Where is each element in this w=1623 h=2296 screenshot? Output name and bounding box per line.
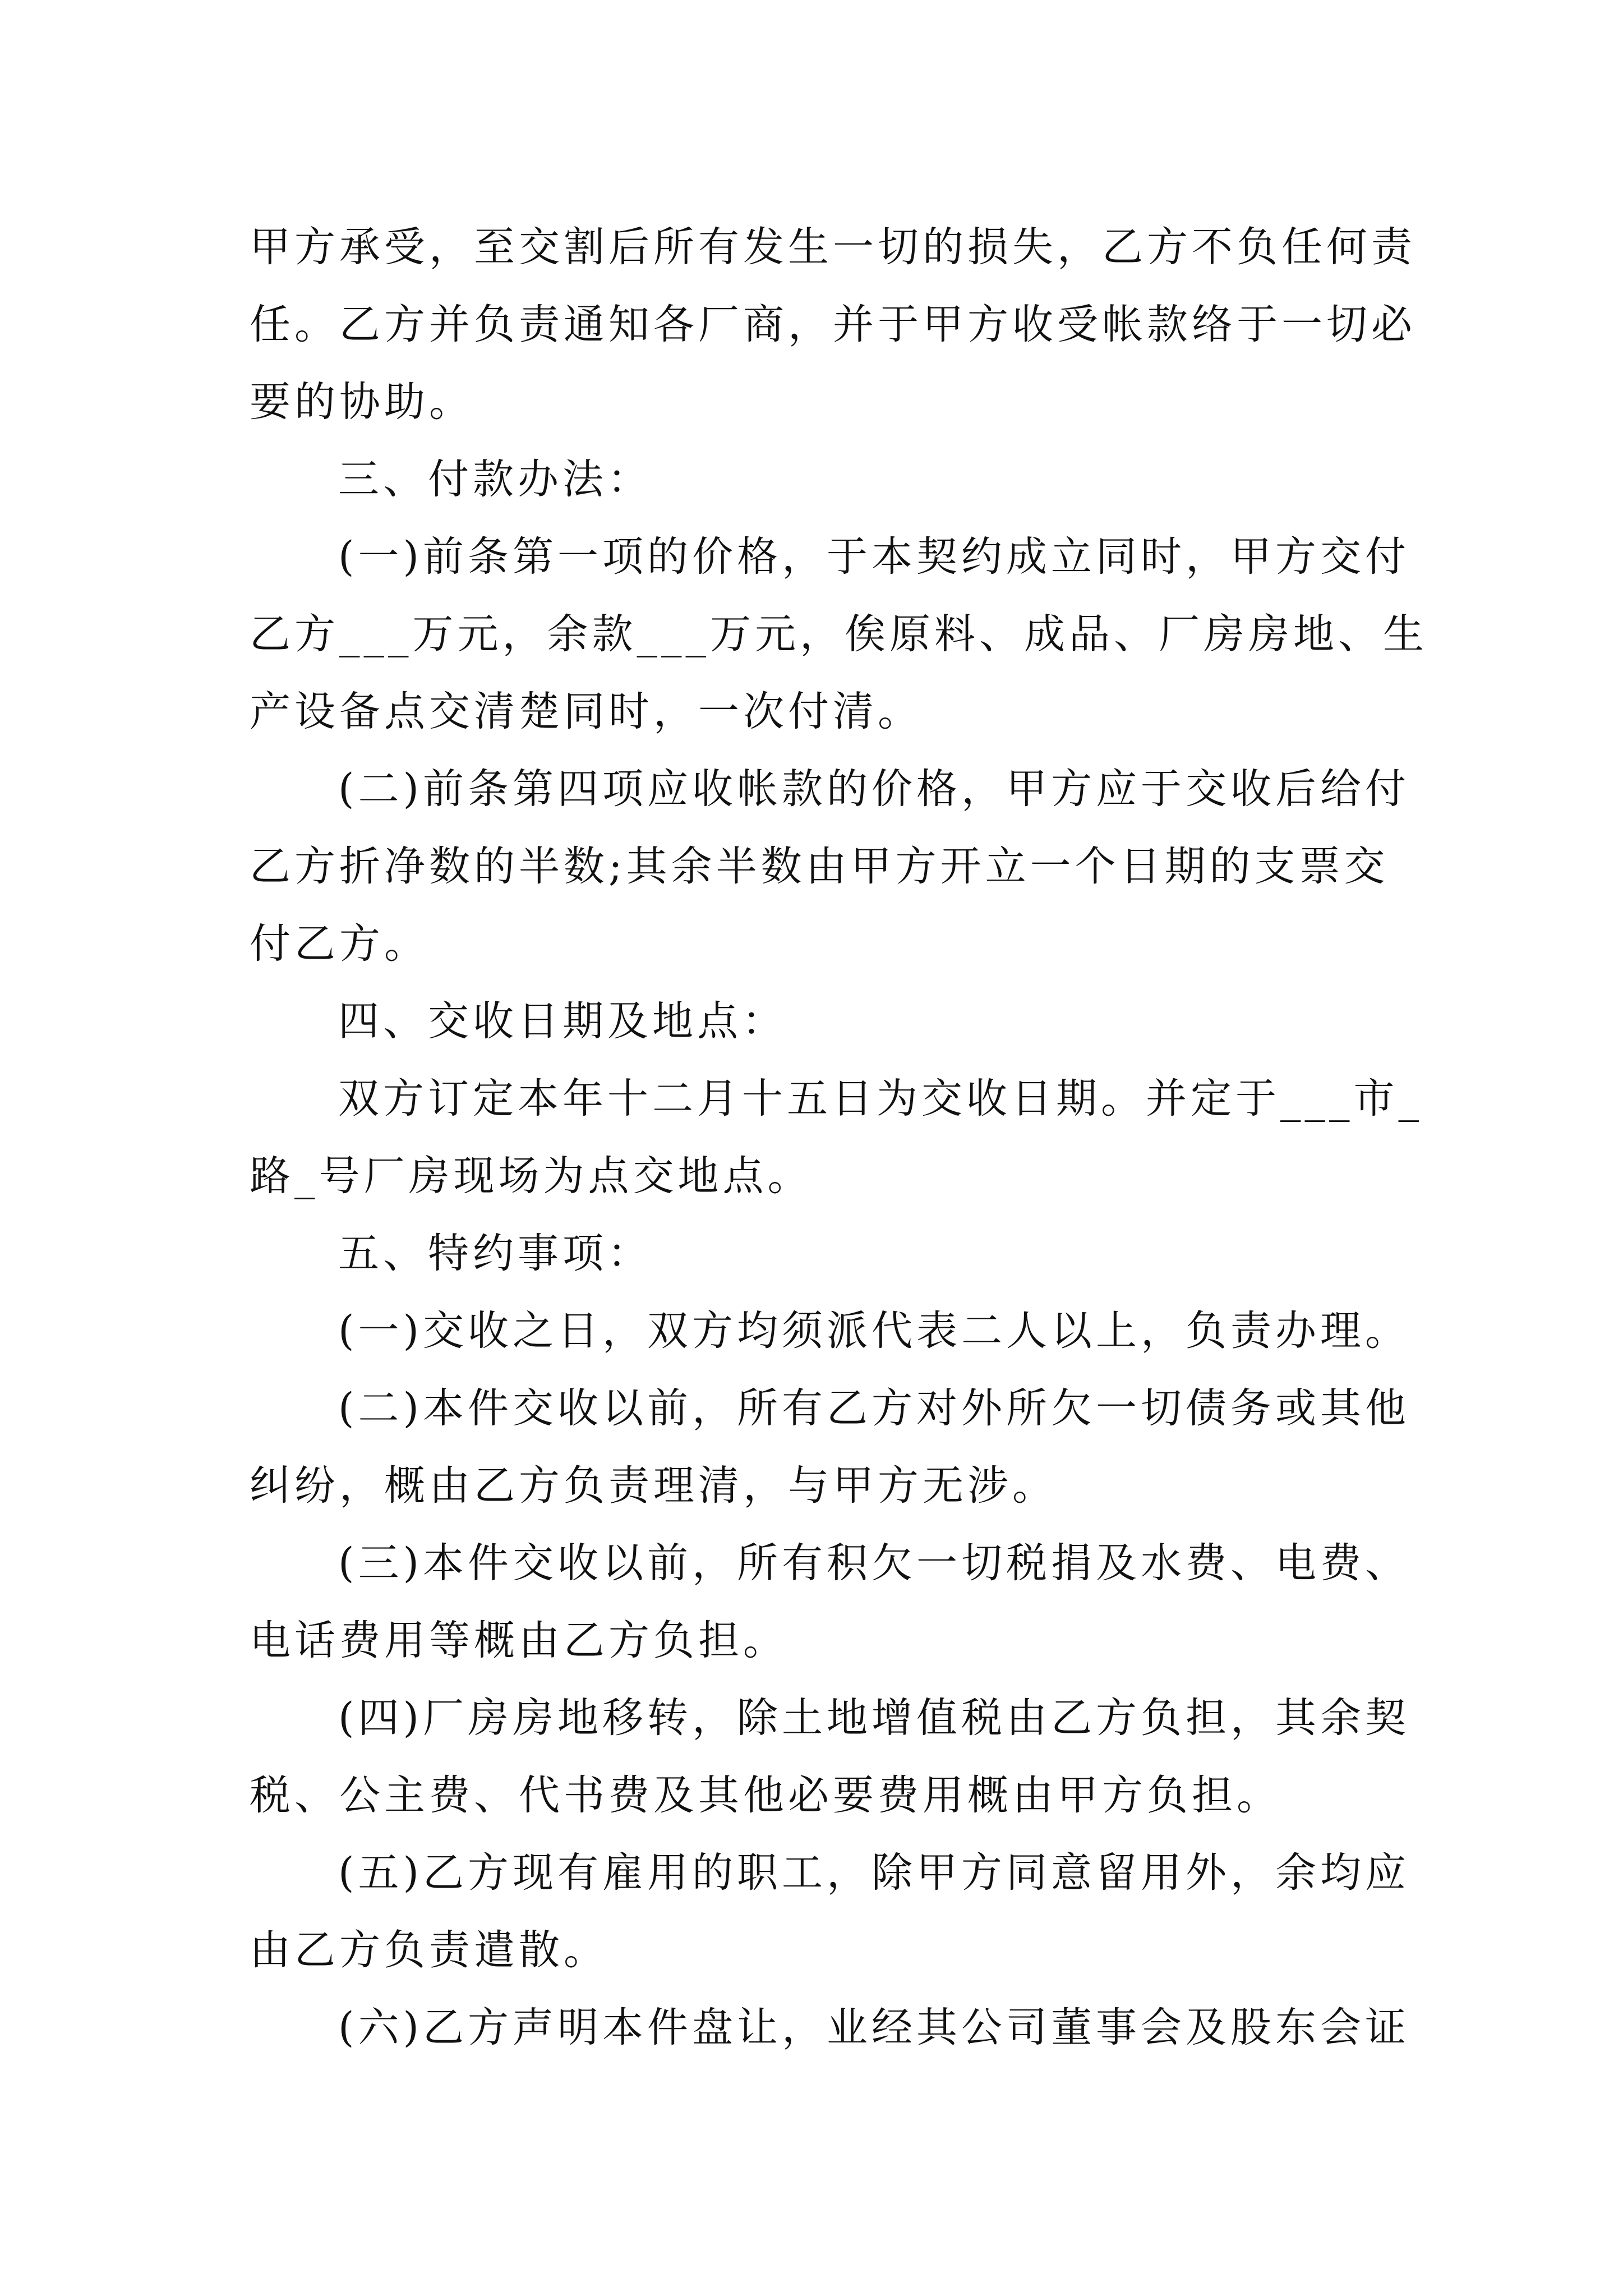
text-line-16: (二)本件交收以前，所有乙方对外所欠一切债务或其他 (338, 1384, 1410, 1432)
section-heading-payment: 三、付款办法： (338, 455, 652, 503)
text-line-8: (二)前条第四项应收帐款的价格，甲方应于交收后给付 (338, 765, 1410, 813)
text-line-5: (一)前条第一项的价格，于本契约成立同时，甲方交付 (338, 533, 1410, 581)
text-line-2: 任。乙方并负责通知各厂商，并于甲方收受帐款络于一切必 (250, 301, 1416, 348)
text-line-22: (五)乙方现有雇用的职工，除甲方同意留用外，余均应 (338, 1849, 1410, 1897)
text-line-13: 路_号厂房现场为点交地点。 (250, 1152, 813, 1200)
text-line-21: 税、公主费、代书费及其他必要费用概由甲方负担。 (250, 1772, 1281, 1819)
text-line-20: (四)厂房房地移转，除土地增值税由乙方负担，其余契 (338, 1694, 1410, 1742)
section-heading-delivery: 四、交收日期及地点： (338, 997, 787, 1045)
text-line-15: (一)交收之日，双方均须派代表二人以上，负责办理。 (338, 1307, 1410, 1355)
section-heading-special-terms: 五、特约事项： (338, 1230, 652, 1277)
text-line-3: 要的协助。 (250, 378, 474, 426)
text-line-18: (三)本件交收以前，所有积欠一切税捐及水费、电费、 (338, 1539, 1410, 1587)
text-line-7: 产设备点交清楚同时，一次付清。 (250, 688, 923, 735)
text-line-9: 乙方折净数的半数;其余半数由甲方开立一个日期的支票交 (250, 843, 1389, 890)
text-line-19: 电话费用等概由乙方负担。 (250, 1617, 788, 1664)
text-line-17: 纠纷，概由乙方负责理清，与甲方无涉。 (250, 1462, 1057, 1510)
document-body (250, 209, 1428, 2067)
text-line-12: 双方订定本年十二月十五日为交收日期。并定于___市_ (338, 1075, 1423, 1122)
text-line-10: 付乙方。 (250, 920, 429, 968)
text-line-23: 由乙方负责遣散。 (250, 1926, 608, 1974)
text-line-1: 甲方承受，至交割后所有发生一切的损失，乙方不负任何责 (250, 223, 1416, 271)
text-line-6: 乙方___万元，余款___万元，俟原料、成品、厂房房地、生 (250, 610, 1428, 658)
text-line-24: (六)乙方声明本件盘让，业经其公司董事会及股东会证 (338, 2004, 1410, 2051)
